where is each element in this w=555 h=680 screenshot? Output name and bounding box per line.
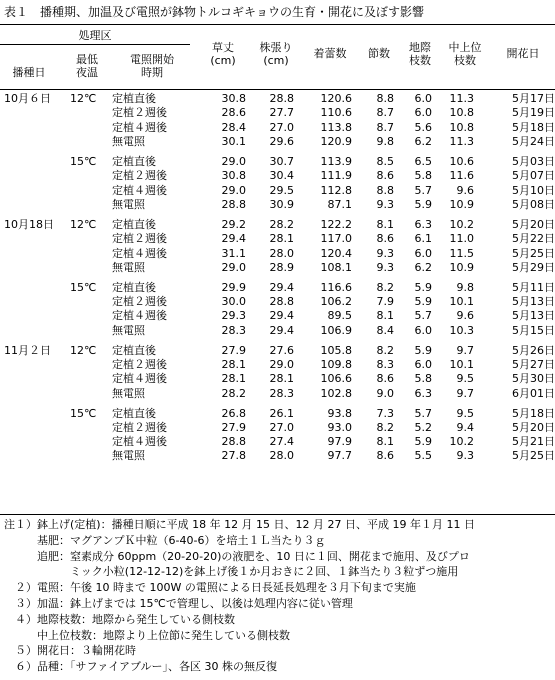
plant-spread-cell: 28.8 — [269, 92, 294, 106]
min-temp-cell — [70, 121, 112, 135]
node-count-cell: 8.5 — [376, 155, 394, 169]
header-bottom-rule — [0, 89, 555, 90]
flowering-date-cell: 5月17日 — [512, 92, 555, 106]
sowing-date-cell — [0, 435, 70, 449]
basal-branches-cell: 5.8 — [414, 372, 432, 386]
flowering-date-cell: 5月21日 — [512, 435, 555, 449]
basal-branches-cell: 5.6 — [414, 120, 432, 134]
footnote-line: 追肥：窒素成分 60ppm（20-20-20)の液肥を、10 日に１回、開花まで施用、及びプロ — [4, 549, 470, 563]
node-count-cell: 8.2 — [376, 343, 394, 357]
upper-branches-cell: 9.6 — [456, 183, 474, 197]
flowering-date-cell: 5月29日 — [512, 260, 555, 274]
bud-count-cell: 106.9 — [320, 323, 352, 337]
basal-branches-cell: 6.3 — [414, 218, 432, 232]
sowing-date-cell — [0, 421, 70, 435]
footnote-line: ミック小粒(12-12-12)を鉢上げ後１か月おきに２回、１鉢当たり３粒ずつ施用 — [4, 565, 459, 579]
min-temp-cell — [70, 324, 112, 338]
plant-height-cell: 27.9 — [221, 420, 246, 434]
table-row — [0, 338, 555, 358]
flowering-date-cell: 5月25日 — [512, 449, 555, 463]
min-temp-cell: 12℃ — [70, 343, 97, 357]
flowering-date-cell: 5月30日 — [512, 372, 555, 386]
plant-height-cell: 31.1 — [221, 246, 246, 260]
min-temp-cell: 15℃ — [70, 406, 97, 420]
lighting-cell: 定植２週後 — [112, 420, 167, 434]
node-count-cell: 8.7 — [376, 120, 394, 134]
table-row — [0, 421, 555, 435]
table-row — [0, 275, 555, 295]
flowering-date-cell: 5月15日 — [512, 323, 555, 337]
flowering-date-cell: 5月24日 — [512, 135, 555, 149]
sowing-date-cell — [0, 232, 70, 246]
upper-branches-cell: 10.6 — [449, 155, 474, 169]
min-temp-cell: 12℃ — [70, 218, 97, 232]
header-flowering-date: 開花日 — [506, 47, 540, 60]
bud-count-cell: 111.9 — [320, 169, 352, 183]
flowering-date-cell: 5月18日 — [512, 120, 555, 134]
table-row — [0, 106, 555, 120]
plant-spread-cell: 28.9 — [269, 260, 294, 274]
flowering-date-cell: 5月19日 — [512, 106, 555, 120]
min-temp-cell — [70, 198, 112, 212]
lighting-cell: 定植直後 — [112, 406, 156, 420]
flowering-date-cell: 5月26日 — [512, 343, 555, 357]
min-temp-cell — [70, 183, 112, 197]
node-count-cell: 7.9 — [376, 295, 394, 309]
basal-branches-cell: 6.0 — [414, 92, 432, 106]
basal-branches-cell: 6.0 — [414, 106, 432, 120]
plant-height-cell: 29.4 — [221, 232, 246, 246]
basal-branches-cell: 6.0 — [414, 358, 432, 371]
bud-count-cell: 113.8 — [320, 120, 352, 134]
node-count-cell: 8.6 — [376, 169, 394, 183]
footnote-line: 中上位枝数：地際より上位節に発生している側枝数 — [4, 628, 290, 642]
plant-spread-cell: 27.6 — [269, 343, 294, 357]
plant-spread-cell: 30.4 — [269, 169, 294, 183]
plant-height-cell: 30.1 — [221, 135, 246, 149]
min-temp-cell: 15℃ — [70, 280, 97, 294]
table-bottom-rule — [0, 514, 555, 515]
plant-spread-cell: 28.1 — [269, 232, 294, 246]
flowering-date-cell: 5月11日 — [512, 280, 555, 294]
footnote-line: ４）地際枝数：地際から発生している側枝数 — [4, 612, 235, 626]
bud-count-cell: 122.2 — [320, 218, 352, 232]
bud-count-cell: 117.0 — [320, 232, 352, 246]
bud-count-cell: 106.2 — [320, 295, 352, 309]
bud-count-cell: 116.6 — [320, 280, 352, 294]
lighting-cell: 無電照 — [112, 386, 145, 400]
sowing-date-cell: 10月18日 — [4, 218, 54, 232]
sowing-date-cell — [0, 183, 70, 197]
table-row — [0, 198, 555, 212]
plant-spread-cell: 29.5 — [269, 183, 294, 197]
sowing-date-cell: 10月６日 — [4, 92, 51, 106]
header-sowing-date: 播種日 — [12, 66, 46, 79]
basal-branches-cell: 5.2 — [414, 420, 432, 434]
upper-branches-cell: 9.4 — [456, 420, 474, 434]
table-row — [0, 169, 555, 183]
plant-spread-cell: 29.0 — [269, 358, 294, 371]
plant-spread-cell: 29.4 — [269, 309, 294, 323]
plant-height-cell: 30.8 — [221, 169, 246, 183]
sowing-date-cell — [0, 386, 70, 400]
bud-count-cell: 105.8 — [320, 343, 352, 357]
plant-height-cell: 26.8 — [221, 406, 246, 420]
sowing-date-cell — [0, 106, 70, 120]
plant-height-cell: 27.9 — [221, 343, 246, 357]
flowering-date-cell: 5月22日 — [512, 232, 555, 246]
footnote-line: ５）開花日：３輪開花時 — [4, 644, 136, 658]
lighting-cell: 定植直後 — [112, 155, 156, 169]
sowing-date-cell — [0, 261, 70, 275]
basal-branches-cell: 6.0 — [414, 323, 432, 337]
bud-count-cell: 109.8 — [320, 358, 352, 371]
sowing-date-cell — [0, 169, 70, 183]
lighting-cell: 定植直後 — [112, 218, 156, 232]
sowing-date-cell — [0, 149, 70, 169]
min-temp-cell: 12℃ — [70, 92, 97, 106]
lighting-cell: 定植２週後 — [112, 106, 167, 120]
min-temp-cell — [70, 169, 112, 183]
node-count-cell: 9.0 — [376, 386, 394, 400]
bud-count-cell: 120.4 — [320, 246, 352, 260]
min-temp-cell — [70, 358, 112, 372]
upper-branches-cell: 10.2 — [449, 218, 474, 232]
min-temp-cell — [70, 449, 112, 463]
lighting-cell: 定植２週後 — [112, 295, 167, 309]
upper-branches-cell: 10.8 — [449, 106, 474, 120]
min-temp-cell — [70, 386, 112, 400]
plant-height-cell: 29.3 — [221, 309, 246, 323]
min-temp-cell — [70, 232, 112, 246]
bud-count-cell: 113.9 — [320, 155, 352, 169]
table-row — [0, 121, 555, 135]
sowing-date-cell — [0, 121, 70, 135]
lighting-cell: 定植２週後 — [112, 169, 167, 183]
flowering-date-cell: 5月20日 — [512, 420, 555, 434]
node-count-cell: 8.8 — [376, 92, 394, 106]
top-rule — [0, 24, 555, 25]
upper-branches-cell: 9.3 — [456, 449, 474, 463]
plant-spread-cell: 27.7 — [269, 106, 294, 120]
plant-height-cell: 28.8 — [221, 197, 246, 211]
upper-branches-cell: 9.6 — [456, 309, 474, 323]
plant-spread-cell: 28.1 — [269, 372, 294, 386]
node-count-cell: 8.6 — [376, 449, 394, 463]
basal-branches-cell: 5.7 — [414, 309, 432, 323]
header-plant-spread: 株張り (cm) — [259, 41, 293, 67]
bud-count-cell: 93.0 — [327, 420, 352, 434]
upper-branches-cell: 9.5 — [456, 372, 474, 386]
bud-count-cell: 89.5 — [327, 309, 352, 323]
upper-branches-cell: 11.3 — [449, 135, 474, 149]
plant-height-cell: 28.8 — [221, 435, 246, 449]
min-temp-cell — [70, 309, 112, 323]
node-count-cell: 9.3 — [376, 197, 394, 211]
min-temp-cell — [70, 421, 112, 435]
sowing-date-cell — [0, 449, 70, 463]
lighting-cell: 定植４週後 — [112, 246, 167, 260]
node-count-cell: 8.3 — [376, 358, 394, 371]
sowing-date-cell — [0, 358, 70, 372]
plant-spread-cell: 29.4 — [269, 323, 294, 337]
basal-branches-cell: 6.1 — [414, 232, 432, 246]
basal-branches-cell: 5.9 — [414, 280, 432, 294]
bud-count-cell: 87.1 — [327, 197, 352, 211]
table-row — [0, 295, 555, 309]
plant-height-cell: 28.2 — [221, 386, 246, 400]
table-row — [0, 246, 555, 260]
sowing-date-cell — [0, 295, 70, 309]
table-row — [0, 324, 555, 338]
sowing-date-cell — [0, 135, 70, 149]
upper-branches-cell: 10.9 — [449, 197, 474, 211]
flowering-date-cell: 5月18日 — [512, 406, 555, 420]
upper-branches-cell: 10.3 — [449, 323, 474, 337]
basal-branches-cell: 6.2 — [414, 260, 432, 274]
basal-branches-cell: 5.8 — [414, 169, 432, 183]
flowering-date-cell: 5月20日 — [512, 218, 555, 232]
plant-spread-cell: 28.2 — [269, 218, 294, 232]
upper-branches-cell: 11.0 — [449, 232, 474, 246]
bud-count-cell: 93.8 — [327, 406, 352, 420]
sowing-date-cell — [0, 401, 70, 421]
sowing-date-cell — [0, 309, 70, 323]
node-count-cell: 8.1 — [376, 309, 394, 323]
upper-branches-cell: 9.7 — [456, 343, 474, 357]
flowering-date-cell: 5月07日 — [512, 169, 555, 183]
plant-height-cell: 29.0 — [221, 183, 246, 197]
plant-height-cell: 30.8 — [221, 92, 246, 106]
header-node-count: 節数 — [368, 47, 390, 60]
basal-branches-cell: 5.9 — [414, 343, 432, 357]
flowering-date-cell: 5月27日 — [512, 358, 555, 371]
plant-spread-cell: 29.6 — [269, 135, 294, 149]
lighting-cell: 定植４週後 — [112, 309, 167, 323]
bud-count-cell: 108.1 — [320, 260, 352, 274]
lighting-cell: 無電照 — [112, 323, 145, 337]
sowing-date-cell — [0, 246, 70, 260]
plant-spread-cell: 27.4 — [269, 435, 294, 449]
bud-count-cell: 97.7 — [327, 449, 352, 463]
upper-branches-cell: 10.9 — [449, 260, 474, 274]
upper-branches-cell: 11.3 — [449, 92, 474, 106]
basal-branches-cell: 5.7 — [414, 183, 432, 197]
node-count-cell: 9.3 — [376, 260, 394, 274]
upper-branches-cell: 10.1 — [449, 295, 474, 309]
plant-height-cell: 30.0 — [221, 295, 246, 309]
lighting-cell: 定植４週後 — [112, 120, 167, 134]
plant-height-cell: 29.2 — [221, 218, 246, 232]
node-count-cell: 8.8 — [376, 183, 394, 197]
plant-height-cell: 29.0 — [221, 155, 246, 169]
basal-branches-cell: 5.7 — [414, 406, 432, 420]
bud-count-cell: 97.9 — [327, 435, 352, 449]
table-row — [0, 435, 555, 449]
sowing-date-cell — [0, 324, 70, 338]
node-count-cell: 8.1 — [376, 218, 394, 232]
upper-branches-cell: 9.7 — [456, 386, 474, 400]
table-row — [0, 358, 555, 372]
flowering-date-cell: 6月01日 — [512, 386, 555, 400]
basal-branches-cell: 6.2 — [414, 135, 432, 149]
flowering-date-cell: 5月08日 — [512, 197, 555, 211]
basal-branches-cell: 5.9 — [414, 197, 432, 211]
min-temp-cell — [70, 246, 112, 260]
header-basal-branches: 地際 枝数 — [409, 41, 431, 67]
lighting-cell: 定植２週後 — [112, 358, 167, 371]
header-plant-height: 草丈 (cm) — [210, 41, 236, 67]
header-bud-count: 着蕾数 — [313, 47, 347, 60]
plant-spread-cell: 28.8 — [269, 295, 294, 309]
upper-branches-cell: 9.8 — [456, 280, 474, 294]
header-min-temp: 最低 夜温 — [76, 53, 98, 79]
lighting-cell: 定植２週後 — [112, 232, 167, 246]
table-row — [0, 232, 555, 246]
plant-spread-cell: 29.4 — [269, 280, 294, 294]
lighting-cell: 定植４週後 — [112, 435, 167, 449]
plant-height-cell: 27.8 — [221, 449, 246, 463]
plant-spread-cell: 27.0 — [269, 420, 294, 434]
min-temp-cell — [70, 435, 112, 449]
header-upper-branches: 中上位 枝数 — [448, 41, 482, 67]
node-count-cell: 9.3 — [376, 246, 394, 260]
table-row — [0, 372, 555, 386]
flowering-date-cell: 5月10日 — [512, 183, 555, 197]
plant-height-cell: 28.3 — [221, 323, 246, 337]
table-row — [0, 92, 555, 106]
footnote-line: ６）品種：「サファイアブルー」、各区 30 株の無反復 — [4, 660, 277, 674]
table-row — [0, 183, 555, 197]
lighting-cell: 定植４週後 — [112, 372, 167, 386]
sowing-date-cell: 11月２日 — [4, 343, 51, 357]
table-row — [0, 212, 555, 232]
flowering-date-cell: 5月13日 — [512, 295, 555, 309]
min-temp-cell — [70, 372, 112, 386]
lighting-cell: 無電照 — [112, 449, 145, 463]
header-treatment: 処理区 — [78, 29, 112, 42]
node-count-cell: 8.2 — [376, 420, 394, 434]
footnote-line: 基肥：マグアンプＫ中粒（6-40-6）を培土１Ｌ当たり３ｇ — [4, 533, 326, 547]
sowing-date-cell — [0, 198, 70, 212]
plant-height-cell: 28.4 — [221, 120, 246, 134]
node-count-cell: 8.2 — [376, 280, 394, 294]
lighting-cell: 定植４週後 — [112, 183, 167, 197]
table-row — [0, 401, 555, 421]
upper-branches-cell: 11.5 — [449, 246, 474, 260]
node-count-cell: 8.4 — [376, 323, 394, 337]
node-count-cell: 8.6 — [376, 232, 394, 246]
min-temp-cell — [70, 106, 112, 120]
min-temp-cell — [70, 135, 112, 149]
basal-branches-cell: 5.9 — [414, 435, 432, 449]
lighting-cell: 無電照 — [112, 197, 145, 211]
node-count-cell: 7.3 — [376, 406, 394, 420]
lighting-cell: 定植直後 — [112, 280, 156, 294]
flowering-date-cell: 5月25日 — [512, 246, 555, 260]
footnote-line: ２）電照：午後 10 時まで 100W の電照による日長延長処理を３月下旬まで実施 — [4, 581, 416, 595]
bud-count-cell: 102.8 — [320, 386, 352, 400]
basal-branches-cell: 5.9 — [414, 295, 432, 309]
plant-height-cell: 28.1 — [221, 358, 246, 371]
table-row — [0, 386, 555, 400]
footnote-line: ３）加温：鉢上げまでは 15℃で管理し、以後は処理内容に従い管理 — [4, 596, 353, 610]
sowing-date-cell — [0, 275, 70, 295]
plant-spread-cell: 30.9 — [269, 197, 294, 211]
flowering-date-cell: 5月13日 — [512, 309, 555, 323]
plant-spread-cell: 28.0 — [269, 246, 294, 260]
flowering-date-cell: 5月03日 — [512, 155, 555, 169]
plant-spread-cell: 28.3 — [269, 386, 294, 400]
plant-spread-cell: 30.7 — [269, 155, 294, 169]
bud-count-cell: 110.6 — [320, 106, 352, 120]
lighting-cell: 無電照 — [112, 260, 145, 274]
min-temp-cell — [70, 261, 112, 275]
basal-branches-cell: 6.5 — [414, 155, 432, 169]
table-row — [0, 261, 555, 275]
data-table — [0, 92, 555, 464]
basal-branches-cell: 5.5 — [414, 449, 432, 463]
min-temp-cell — [70, 295, 112, 309]
basal-branches-cell: 6.3 — [414, 386, 432, 400]
sowing-date-cell — [0, 372, 70, 386]
lighting-cell: 無電照 — [112, 135, 145, 149]
bud-count-cell: 106.6 — [320, 372, 352, 386]
bud-count-cell: 112.8 — [320, 183, 352, 197]
header-lighting-start: 電照開始 時期 — [130, 53, 174, 79]
plant-spread-cell: 26.1 — [269, 406, 294, 420]
plant-height-cell: 28.1 — [221, 372, 246, 386]
node-count-cell: 8.7 — [376, 106, 394, 120]
plant-spread-cell: 27.0 — [269, 120, 294, 134]
table-title: 表１ 播種期、加温及び電照が鉢物トルコギキョウの生育・開花に及ぼす影響 — [4, 5, 425, 19]
upper-branches-cell: 10.2 — [449, 435, 474, 449]
node-count-cell: 8.6 — [376, 372, 394, 386]
basal-branches-cell: 6.0 — [414, 246, 432, 260]
table-row — [0, 149, 555, 169]
upper-branches-cell: 9.5 — [456, 406, 474, 420]
plant-spread-cell: 28.0 — [269, 449, 294, 463]
upper-branches-cell: 10.1 — [449, 358, 474, 371]
data-table-body — [0, 92, 555, 464]
treatment-underline — [0, 44, 190, 45]
bud-count-cell: 120.6 — [320, 92, 352, 106]
upper-branches-cell: 11.6 — [449, 169, 474, 183]
footnote-line: 注１）鉢上げ(定植)：播種日順に平成 18 年 12 月 15 日、12 月 27 日、平成 19 年１月 11 日 — [4, 518, 476, 531]
plant-height-cell: 29.9 — [221, 280, 246, 294]
plant-height-cell: 28.6 — [221, 106, 246, 120]
upper-branches-cell: 10.8 — [449, 120, 474, 134]
table-row — [0, 449, 555, 463]
node-count-cell: 9.8 — [376, 135, 394, 149]
lighting-cell: 定植直後 — [112, 92, 156, 106]
node-count-cell: 8.1 — [376, 435, 394, 449]
table-row — [0, 309, 555, 323]
lighting-cell: 定植直後 — [112, 343, 156, 357]
min-temp-cell: 15℃ — [70, 155, 97, 169]
plant-height-cell: 29.0 — [221, 260, 246, 274]
table-row — [0, 135, 555, 149]
footnotes — [4, 517, 475, 675]
bud-count-cell: 120.9 — [320, 135, 352, 149]
